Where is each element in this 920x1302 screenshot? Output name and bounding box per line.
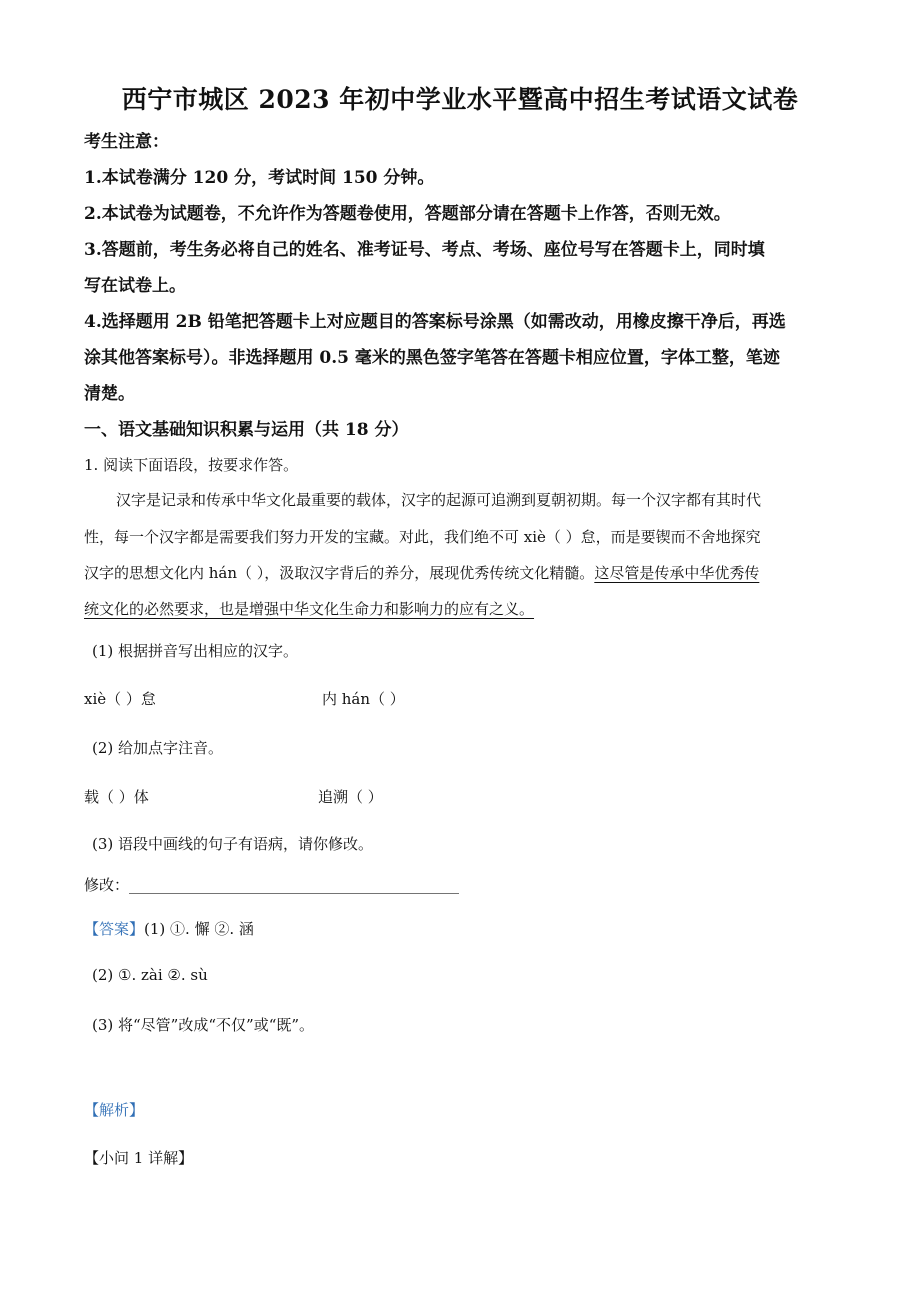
sub-question-2-prompt: (2) 给加点字注音。 — [92, 739, 224, 757]
answer-2: (2) ①. zài ②. sù — [92, 966, 208, 984]
notice-line-4c: 清楚。 — [84, 384, 135, 404]
underlined-sentence-part-1: 这尽管是传承中华优秀传 — [594, 564, 760, 582]
detail-label: 【小问 1 详解】 — [84, 1149, 194, 1167]
passage-line-3-text: 汉字的思想文化内 hán（ ），汲取汉字背后的养分，展现优秀传统文化精髓。 — [84, 564, 595, 582]
analysis-label: 【解析】 — [84, 1101, 145, 1119]
sub-question-1-prompt: (1) 根据拼音写出相应的汉字。 — [92, 642, 299, 660]
notice-line-2: 2.本试卷为试题卷，不允许作为答题卷使用，答题部分请在答题卡上作答，否则无效。 — [84, 204, 731, 224]
answer-line-1 — [84, 918, 254, 939]
passage-line-3 — [84, 562, 834, 583]
notice-heading: 考生注意： — [84, 132, 169, 152]
pinyin-blank-xie: xiè（ ）怠 — [84, 690, 156, 708]
notice-line-3b: 写在试卷上。 — [84, 276, 186, 296]
notice-line-1: 1.本试卷满分 120 分，考试时间 150 分钟。 — [84, 168, 435, 188]
pinyin-blank-han: 内 hán（ ） — [322, 690, 405, 708]
section-heading: 一、语文基础知识积累与运用（共 18 分） — [84, 420, 409, 440]
answer-label: 【答案】 — [84, 920, 145, 938]
answer-3: (3) 将“尽管”改成“不仅”或“既”。 — [92, 1016, 315, 1034]
fix-label: 修改： — [84, 876, 130, 894]
passage-line-4 — [84, 598, 834, 619]
answer-1: (1) ①. 懈 ②. 涵 — [144, 920, 254, 938]
question-1-prompt: 1. 阅读下面语段，按要求作答。 — [84, 456, 299, 474]
sub-question-3-prompt: (3) 语段中画线的句子有语病，请你修改。 — [92, 835, 374, 853]
passage-line-2: 性，每一个汉字都是需要我们努力开发的宝藏。对此，我们绝不可 xiè（ ）怠，而是要锲而不舍地探究 — [84, 528, 761, 546]
notice-line-4b: 涂其他答案标号）。非选择题用 0.5 毫米的黑色签字笔答在答题卡相应位置，字体工整，笔迹 — [84, 348, 780, 368]
notice-line-3: 3.答题前，考生务必将自己的姓名、准考证号、考点、考场、座位号写在答题卡上，同时填 — [84, 240, 765, 260]
phonetic-blank-zai: 载（ ）体 — [84, 788, 149, 806]
fix-answer-line — [84, 874, 459, 895]
notice-line-4: 4.选择题用 2B 铅笔把答题卡上对应题目的答案标号涂黑（如需改动，用橡皮擦干净后，再选 — [84, 312, 786, 332]
fix-blank: ____________________________________________ — [129, 876, 460, 894]
page-title: 西宁市城区 2023 年初中学业水平暨高中招生考试语文试卷 — [121, 85, 799, 114]
passage-line-1: 汉字是记录和传承中华文化最重要的载体，汉字的起源可追溯到夏朝初期。每一个汉字都有其时代 — [116, 491, 762, 509]
underlined-sentence-part-2: 统文化的必然要求，也是增强中华文化生命力和影响力的应有之义。 — [84, 600, 535, 618]
phonetic-blank-su: 追溯（ ） — [318, 788, 383, 806]
